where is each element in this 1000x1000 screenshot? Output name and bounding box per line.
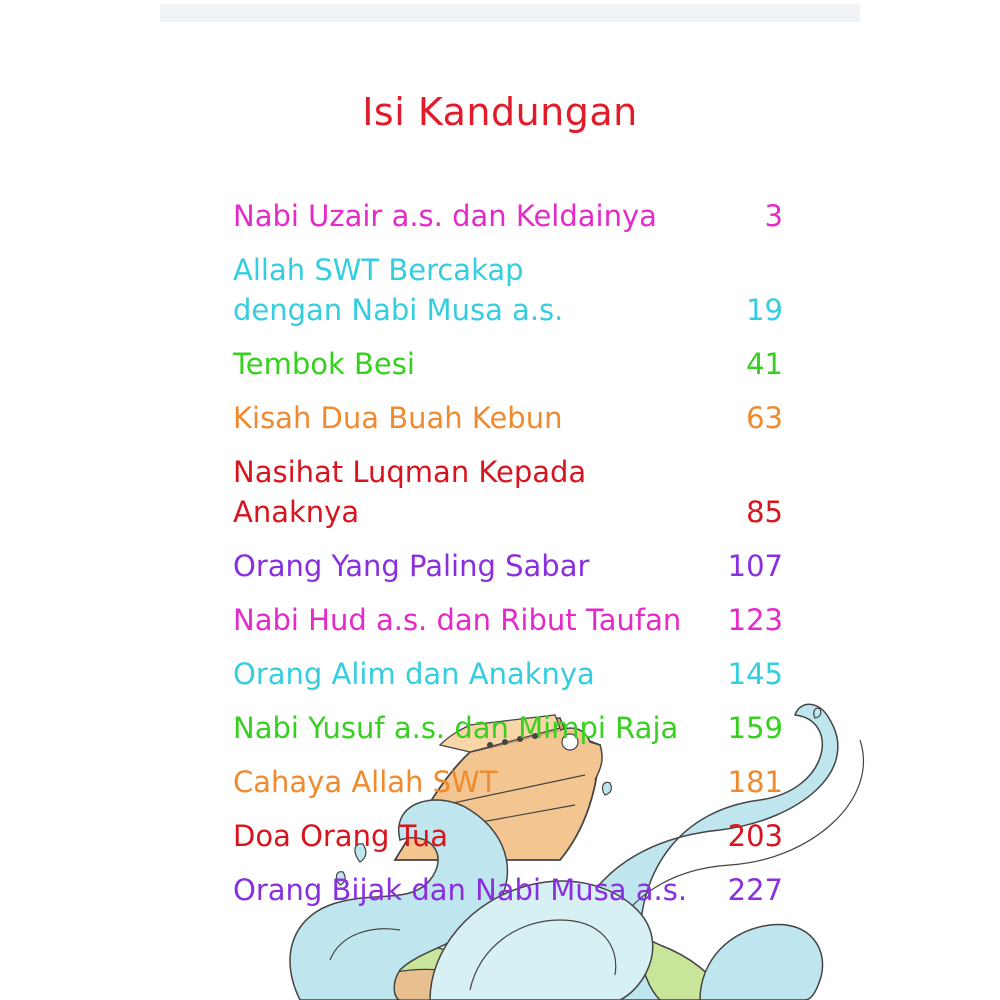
toc-entry-page-number: 3 bbox=[764, 199, 783, 233]
toc-entry-page-number: 107 bbox=[727, 549, 783, 583]
toc-entry bbox=[233, 398, 783, 438]
toc-entry bbox=[233, 870, 783, 910]
toc-entry bbox=[233, 600, 783, 640]
toc-entry-title: Tembok Besi bbox=[233, 347, 415, 381]
toc-entry bbox=[233, 762, 783, 802]
toc-entry bbox=[233, 708, 783, 748]
toc-entry-title: Kisah Dua Buah Kebun bbox=[233, 401, 563, 435]
toc-entry-page-number: 145 bbox=[727, 657, 783, 691]
page-title: Isi Kandungan bbox=[362, 90, 638, 134]
toc-entry bbox=[233, 654, 783, 694]
toc-entry-title: Orang Bijak dan Nabi Musa a.s. bbox=[233, 873, 688, 907]
toc-entry-page-number: 41 bbox=[746, 347, 783, 381]
toc-entry bbox=[233, 344, 783, 384]
toc-entry-title: Doa Orang Tua bbox=[233, 819, 449, 853]
toc-entry-title: Nabi Hud a.s. dan Ribut Taufan bbox=[233, 603, 682, 637]
toc-entry-title: Orang Yang Paling Sabar bbox=[233, 549, 590, 583]
toc-entry-title: Nasihat Luqman Kepada Anaknya bbox=[233, 455, 587, 529]
toc-entry-page-number: 159 bbox=[727, 711, 783, 745]
table-of-contents bbox=[233, 196, 783, 924]
toc-entry bbox=[233, 816, 783, 856]
toc-entry-page-number: 85 bbox=[746, 495, 783, 529]
toc-entry-title: Nabi Yusuf a.s. dan Mimpi Raja bbox=[233, 711, 679, 745]
toc-entry-title: Allah SWT Bercakap dengan Nabi Musa a.s. bbox=[233, 253, 564, 327]
toc-entry bbox=[233, 452, 783, 532]
toc-entry-page-number: 123 bbox=[727, 603, 783, 637]
toc-entry-page-number: 181 bbox=[727, 765, 783, 799]
toc-entry bbox=[233, 546, 783, 586]
toc-entry bbox=[233, 196, 783, 236]
toc-entry-page-number: 19 bbox=[746, 293, 783, 327]
toc-entry-page-number: 203 bbox=[727, 819, 783, 853]
toc-entry bbox=[233, 250, 783, 330]
toc-entry-page-number: 63 bbox=[746, 401, 783, 435]
toc-entry-title: Cahaya Allah SWT bbox=[233, 765, 498, 799]
toc-entry-title: Orang Alim dan Anaknya bbox=[233, 657, 595, 691]
toc-entry-page-number: 227 bbox=[727, 873, 783, 907]
toc-entry-title: Nabi Uzair a.s. dan Keldainya bbox=[233, 199, 657, 233]
